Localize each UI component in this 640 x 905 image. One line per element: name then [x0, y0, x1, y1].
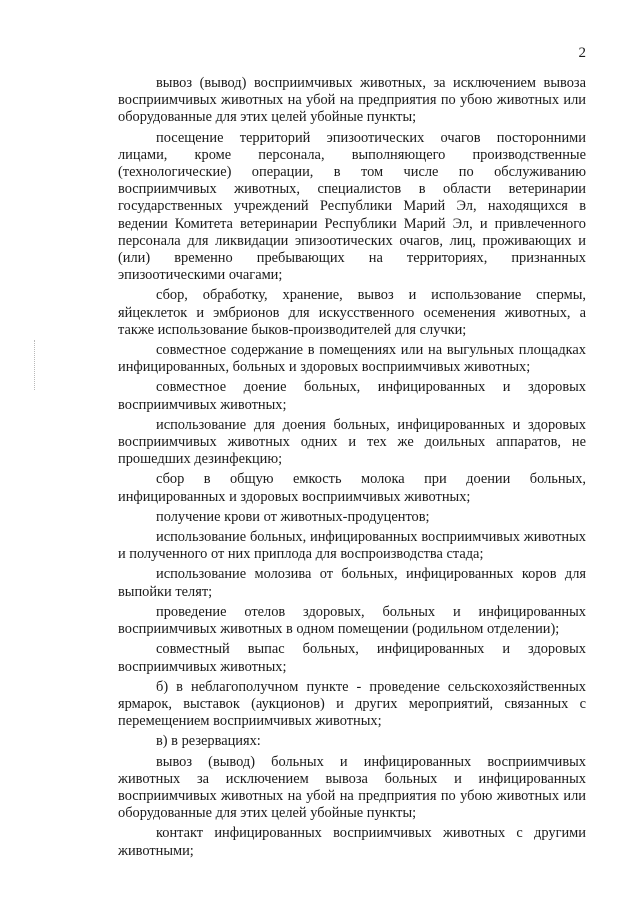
paragraph-1: вывоз (вывод) восприимчивых животных, за исключением вывоза восприимчивых животных на убой на предприятия по убою животных или оборудованные для этих целей убойные пункты;	[118, 75, 586, 126]
paragraph-8: получение крови от животных-продуцентов;	[156, 508, 430, 525]
paragraph-2: посещение территорий эпизоотических очагов посторонними лицами, кроме персонала, выполняющего производственные (технологические) операции, в том числе по обслуживанию восприимчивых животных, специалистов в области ветеринарии государственных учреждений Республики Марий Эл, находящихся в ведении Комитета ветеринарии Республики Марий Эл, и привлеченного персонала для ликвидации эпизоотических очагов, лиц, проживающих и (или) временно пребывающих на территориях, признанных эпизоотическими очагами;	[118, 129, 586, 284]
paragraph-10: использование молозива от больных, инфицированных коров для выпойки телят;	[118, 566, 586, 600]
paragraph-5: совместное доение больных, инфицированных и здоровых восприимчивых животных;	[118, 379, 586, 413]
paragraph-15: вывоз (вывод) больных и инфицированных восприимчивых животных за исключением вывоза больных и инфицированных восприимчивых животных на убой на предприятия по убою животных или оборудованные для этих целей убойные пункты;	[118, 753, 586, 822]
paragraph-14: в) в резервациях:	[156, 733, 261, 750]
paragraph-3: сбор, обработку, хранение, вывоз и использование спермы, яйцеклеток и эмбрионов для искусственного осеменения животных, а также использование быков-производителей для случки;	[118, 287, 586, 338]
paragraph-11: проведение отелов здоровых, больных и инфицированных восприимчивых животных в одном помещении (родильном отделении);	[118, 603, 586, 638]
margin-mark	[34, 340, 36, 390]
document-body	[118, 75, 586, 863]
page-number: 2	[578, 45, 586, 61]
paragraph-4: совместное содержание в помещениях или на выгульных площадках инфицированных, больных и здоровых восприимчивых животных;	[118, 342, 586, 376]
paragraph-9: использование больных, инфицированных восприимчивых животных и полученного от них приплода для воспроизводства стада;	[118, 529, 586, 563]
paragraph-13: б) в неблагополучном пункте - проведение сельскохозяйственных ярмарок, выставок (аукционов) и других мероприятий, связанных с перемещением восприимчивых животных;	[118, 678, 586, 730]
paragraph-6: использование для доения больных, инфицированных и здоровых восприимчивых животных одних и тех же доильных аппаратов, не прошедших дезинфекцию;	[118, 416, 586, 468]
paragraph-7: сбор в общую емкость молока при доении больных, инфицированных и здоровых восприимчивых животных;	[118, 471, 586, 505]
paragraph-12: совместный выпас больных, инфицированных и здоровых восприимчивых животных;	[118, 641, 586, 675]
paragraph-16: контакт инфицированных восприимчивых животных с другими животными;	[118, 825, 586, 859]
